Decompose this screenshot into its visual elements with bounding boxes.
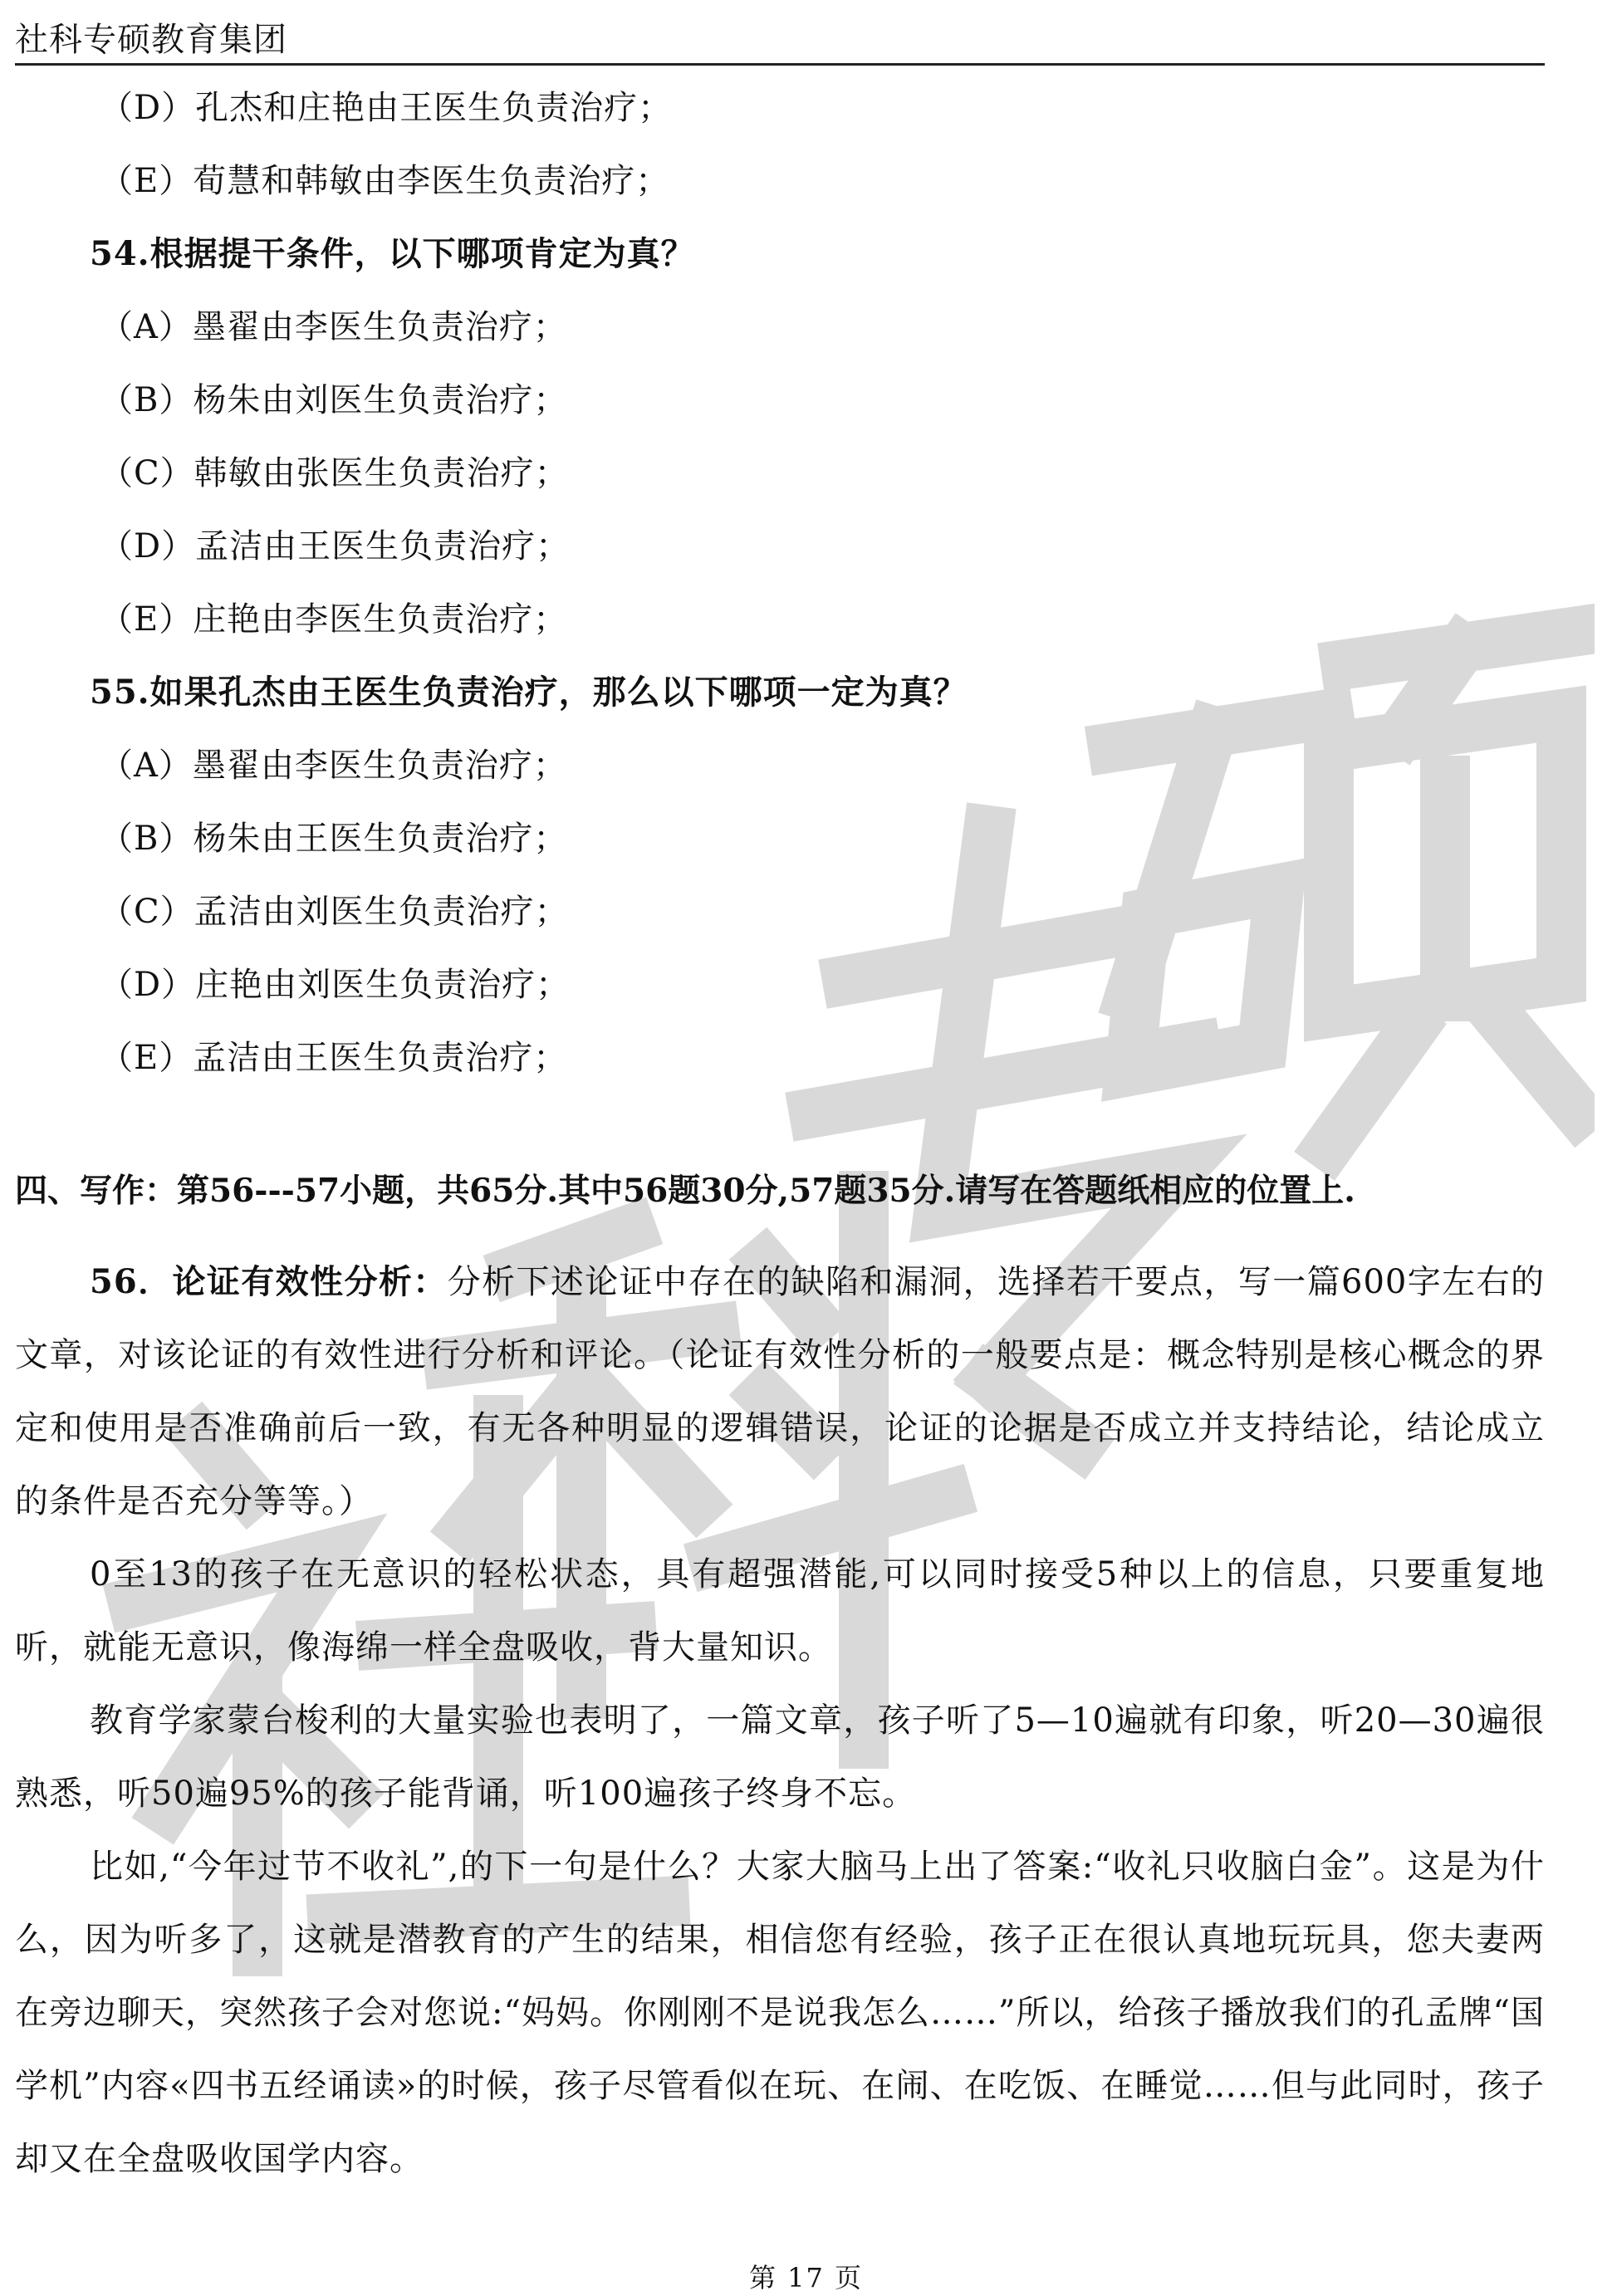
page-number: 第 17 页 [748,2262,864,2294]
section-4-heading: 四、写作：第56---57小题，共65分.其中56题30分,57题35分.请写在答题纸相应的位置上. [15,1172,1355,1210]
q56-intro: 分析下述论证中存在的缺陷和漏洞，选择若干要点，写一篇600字左右的文章，对该论证的有效性进行分析和评论。（论证有效性分析的一般要点是：概念特别是核心概念的界定和使用是否准确前后一致，有无各种明显的逻辑错误，论证的论据是否成立并支持结论，结论成立的条件是否充分等等。） [15,1263,1545,1520]
q54-option-e: （E）庄艳由李医生负责治疗； [100,600,568,639]
q54-option-c: （C）韩敏由张医生负责治疗； [100,454,569,492]
q54-option-d: （D）孟洁由王医生负责治疗； [100,527,571,565]
q56-intro-paragraph [15,1246,1545,1538]
q56-paragraph-2: 教育学家蒙台梭利的大量实验也表明了，一篇文章，孩子听了5—10遍就有印象，听20—30遍很熟悉，听50遍95%的孩子能背诵，听100遍孩子终身不忘。 [15,1701,1545,1813]
q54-option-b: （B）杨朱由刘医生负责治疗； [100,381,568,419]
q55-option-c: （C）孟洁由刘医生负责治疗； [100,893,569,931]
q55-option-a: （A）墨翟由李医生负责治疗； [100,747,567,785]
q53-option-e: （E）荀慧和韩敏由李医生负责治疗； [100,162,670,200]
q56-paragraph-1: 0至13的孩子在无意识的轻松状态，具有超强潜能,可以同时接受5种以上的信息，只要重复地听，就能无意识，像海绵一样全盘吸收，背大量知识。 [15,1555,1545,1667]
q53-option-d: （D）孔杰和庄艳由王医生负责治疗； [100,89,673,127]
q54-option-a: （A）墨翟由李医生负责治疗； [100,308,567,346]
q54-question: 54.根据提干条件，以下哪项肯定为真？ [90,234,695,273]
q56-paragraph-3: 比如,“今年过节不收礼”,的下一句是什么？大家大脑马上出了答案:“收礼只收脑白金”。这是为什么，因为听多了，这就是潜教育的产生的结果，相信您有经验，孩子正在很认真地玩玩具，您夫妻两在旁边聊天，突然孩子会对您说:“妈妈。你刚刚不是说我怎么……”所以，给孩子播放我们的孔孟牌“国学机”内容«四书五经诵读»的时候，孩子尽管看似在玩、在闹、在吃饭、在睡觉……但与此同时，孩子却又在全盘吸收国学内容。 [15,1848,1545,2178]
q56-label: 56．论证有效性分析： [90,1262,448,1301]
q55-option-d: （D）庄艳由刘医生负责治疗； [100,966,571,1004]
q55-question: 55.如果孔杰由王医生负责治疗，那么以下哪项一定为真？ [90,673,968,712]
header-title: 社科专硕教育集团 [15,21,287,59]
q55-option-e: （E）孟洁由王医生负责治疗； [100,1039,568,1077]
q55-option-b: （B）杨朱由王医生负责治疗； [100,820,568,858]
